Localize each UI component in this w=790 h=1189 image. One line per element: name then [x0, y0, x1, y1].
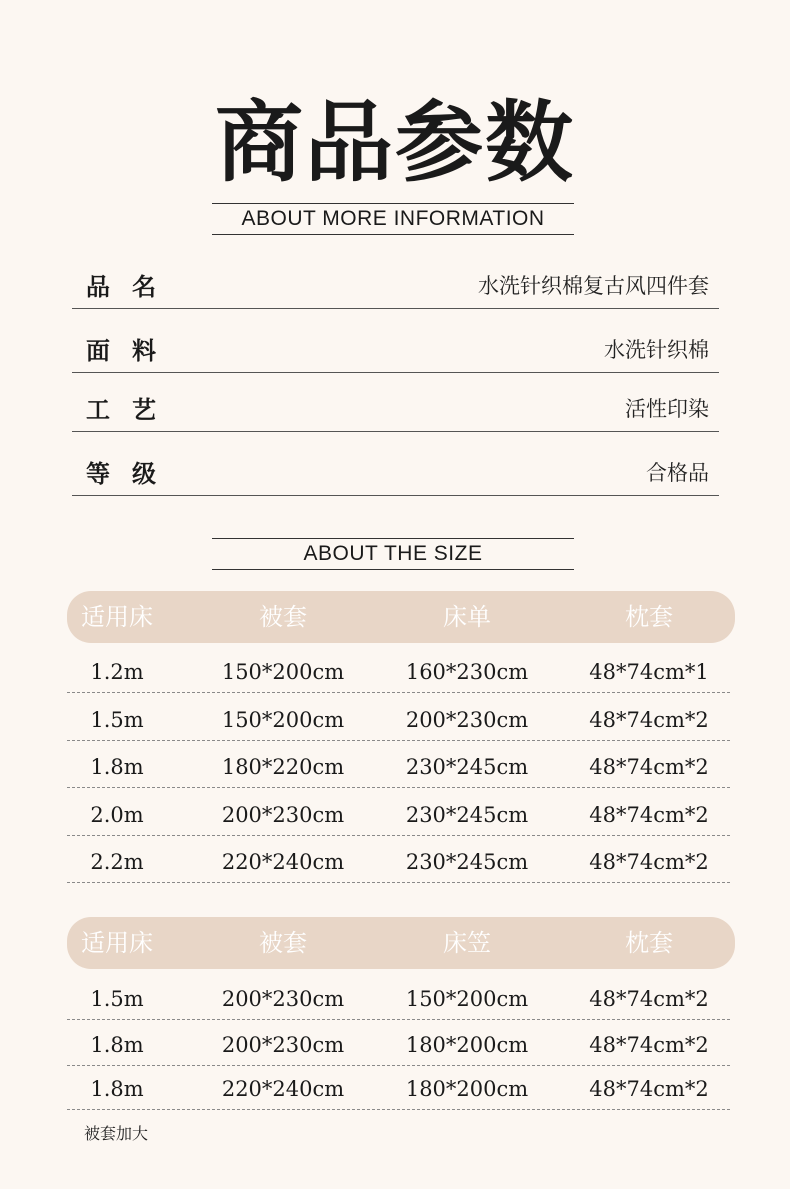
table1-header [67, 591, 735, 643]
table2-header [67, 917, 735, 969]
table-cell: 48*74cm*2 [589, 1033, 709, 1057]
table-row [67, 694, 730, 741]
info-row-craft [72, 373, 719, 432]
table-cell: 48*74cm*2 [589, 803, 709, 827]
info-row-fabric [72, 314, 719, 373]
table-cell: 1.8m [90, 1033, 144, 1057]
table-cell: 150*200cm [405, 987, 529, 1011]
table-cell: 230*245cm [405, 803, 529, 827]
table-cell: 48*74cm*1 [589, 660, 709, 684]
table-cell: 1.2m [90, 660, 144, 684]
table-cell: 48*74cm*2 [589, 987, 709, 1011]
subtitle-more-info: ABOUT MORE INFORMATION [212, 203, 574, 235]
info-row-grade [72, 437, 719, 496]
table-cell: 2.0m [90, 803, 144, 827]
table-cell: 1.5m [90, 987, 144, 1011]
info-value: 水洗针织棉复古风四件套 [478, 274, 709, 298]
table-cell: 160*230cm [405, 660, 529, 684]
table-row [67, 646, 730, 693]
table-cell: 180*200cm [405, 1077, 529, 1101]
table-cell: 48*74cm*2 [589, 1077, 709, 1101]
table-cell: 230*245cm [405, 755, 529, 779]
info-label: 品名 [86, 273, 178, 301]
table-cell: 200*230cm [221, 1033, 345, 1057]
table-cell: 150*200cm [221, 660, 345, 684]
info-value: 活性印染 [625, 397, 709, 421]
table-cell: 180*200cm [405, 1033, 529, 1057]
table-cell: 200*230cm [221, 803, 345, 827]
table-cell: 48*74cm*2 [589, 850, 709, 874]
table-cell: 2.2m [90, 850, 144, 874]
table-cell: 180*220cm [221, 755, 345, 779]
info-value: 水洗针织棉 [604, 338, 709, 362]
table-cell: 1.8m [90, 1077, 144, 1101]
table1-header-cell: 适用床 [81, 603, 153, 631]
table-cell: 1.5m [90, 708, 144, 732]
table-row [67, 1019, 730, 1066]
table-cell: 48*74cm*2 [589, 755, 709, 779]
table-row [67, 741, 730, 788]
table-cell: 200*230cm [405, 708, 529, 732]
info-label: 等级 [86, 460, 178, 488]
info-label: 面料 [86, 337, 178, 365]
table1-header-cell: 床单 [443, 603, 491, 631]
table2-header-cell: 枕套 [625, 929, 673, 957]
table-row [67, 836, 730, 883]
table-row [67, 973, 730, 1020]
table-cell: 150*200cm [221, 708, 345, 732]
table2-header-cell: 床笠 [443, 929, 491, 957]
table-cell: 1.8m [90, 755, 144, 779]
table-cell: 220*240cm [221, 1077, 345, 1101]
table-cell: 200*230cm [221, 987, 345, 1011]
table-cell: 48*74cm*2 [589, 708, 709, 732]
info-label: 工艺 [86, 396, 178, 424]
table2-header-cell: 适用床 [81, 929, 153, 957]
table-row [67, 789, 730, 836]
subtitle-size: ABOUT THE SIZE [212, 538, 574, 570]
table2-header-cell: 被套 [259, 929, 307, 957]
page-title: 商品参数 [214, 90, 575, 194]
table-cell: 220*240cm [221, 850, 345, 874]
info-value: 合格品 [646, 461, 709, 485]
info-row-name [72, 250, 719, 309]
table-cell: 230*245cm [405, 850, 529, 874]
table1-header-cell: 被套 [259, 603, 307, 631]
duvet-note: 被套加大 [84, 1124, 149, 1143]
table1-header-cell: 枕套 [625, 603, 673, 631]
table-row [67, 1063, 730, 1110]
